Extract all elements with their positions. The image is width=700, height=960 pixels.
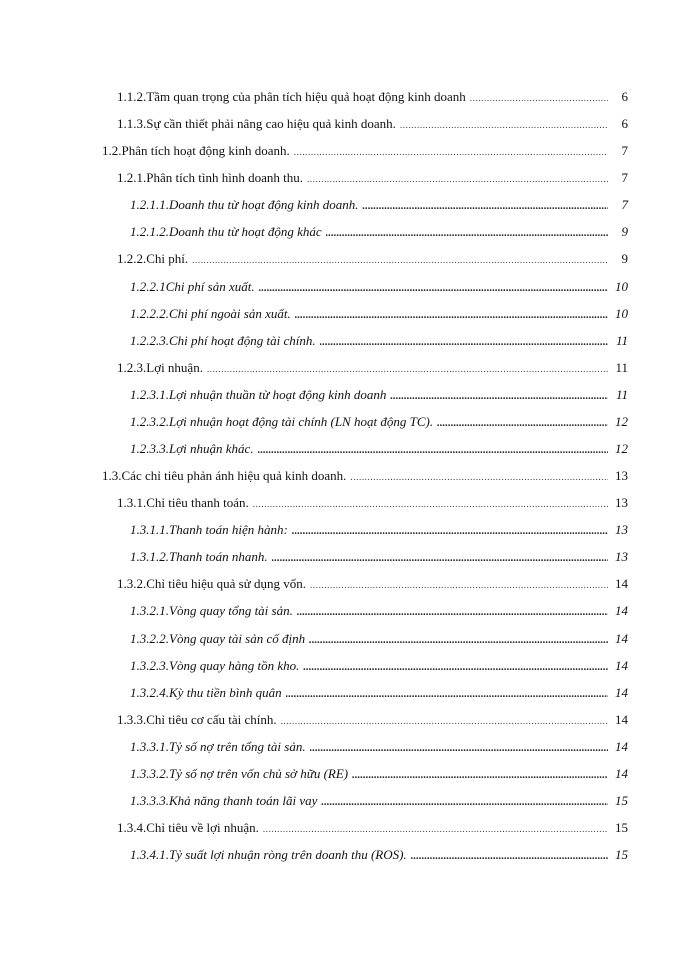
toc-entry-title: 1.3.2.Chỉ tiêu hiệu quả sử dụng vốn. [117,576,307,592]
toc-entry-line [117,89,628,105]
toc-entry-page-number: 10 [615,305,628,321]
toc-entry-line [130,603,628,619]
toc-entry-page-number: 9 [621,251,628,267]
toc-entry-line [130,441,628,457]
toc-entry-page-number: 13 [615,549,628,565]
toc-entry[interactable] [0,276,700,303]
dot-leader [259,282,608,294]
toc-entry-line [130,766,628,782]
toc-entry-title: 1.2.3.3.Lợi nhuận khác. [130,441,254,457]
toc-entry-title: 1.3.3.Chỉ tiêu cơ cấu tài chính. [117,711,277,727]
table-of-contents [0,86,700,871]
toc-entry-line [130,333,628,349]
toc-entry-title: 1.2.2.1Chi phí sản xuất. [130,278,255,294]
toc-entry-page-number: 12 [615,441,628,457]
toc-entry-line [117,360,628,376]
toc-entry-page-number: 14 [615,657,628,673]
toc-entry-page-number: 14 [615,630,628,646]
dot-leader [307,174,608,184]
toc-entry-line [102,143,628,159]
dot-leader [303,661,608,673]
toc-entry-line [117,712,628,728]
toc-entry-page-number: 7 [621,170,628,186]
toc-entry-page-number: 13 [615,495,628,511]
toc-entry[interactable] [0,465,700,492]
toc-entry-line [117,170,628,186]
toc-entry[interactable] [0,303,700,330]
dot-leader [326,227,608,239]
toc-entry-title: 1.3.1.1.Thanh toán hiện hành: [130,522,288,538]
toc-entry-line [130,847,628,863]
dot-leader [310,580,608,590]
toc-entry-line [130,279,628,295]
toc-entry-title: 1.2.Phân tích hoạt động kinh doanh. [102,143,290,159]
toc-entry[interactable] [0,655,700,682]
dot-leader [297,606,608,618]
toc-entry-page-number: 10 [615,278,628,294]
dot-leader [320,336,608,348]
toc-entry[interactable] [0,86,700,113]
toc-entry-title: 1.3.1.2.Thanh toán nhanh. [130,549,268,565]
toc-entry-line [102,468,628,484]
toc-entry[interactable] [0,384,700,411]
dot-leader [292,525,608,537]
toc-entry-line [130,549,628,565]
toc-entry-line [117,820,628,836]
dot-leader [390,390,608,402]
toc-entry-title: 1.2.3.1.Lợi nhuận thuần từ hoạt động kinh doanh [130,386,387,402]
dot-leader [253,499,608,509]
toc-entry-line [130,522,628,538]
toc-entry-title: 1.2.2.Chi phí. [117,251,189,267]
toc-entry[interactable] [0,763,700,790]
toc-entry[interactable] [0,492,700,519]
toc-entry[interactable] [0,519,700,546]
toc-entry-title: 1.3.3.3.Khả năng thanh toán lãi vay [130,793,318,809]
toc-entry-page-number: 6 [621,116,628,132]
toc-entry[interactable] [0,357,700,384]
dot-leader [437,417,608,429]
toc-entry[interactable] [0,628,700,655]
toc-entry-page-number: 15 [615,847,628,863]
toc-entry-title: 1.3.3.2.Tỷ số nợ trên vốn chủ sở hữu (RE) [130,765,349,781]
toc-entry[interactable] [0,844,700,871]
toc-entry-title: 1.2.1.2.Doanh thu từ hoạt động khác [130,224,322,240]
toc-entry[interactable] [0,194,700,221]
toc-entry-title: 1.2.3.2.Lợi nhuận hoạt động tài chính (LN hoạt động TC). [130,413,434,429]
toc-entry-line [117,251,628,267]
dot-leader [352,769,608,781]
toc-entry-page-number: 9 [621,224,628,240]
toc-entry-page-number: 6 [621,89,628,104]
toc-entry[interactable] [0,140,700,167]
toc-entry[interactable] [0,736,700,763]
toc-entry-title: 1.3.1.Chỉ tiêu thanh toán. [117,495,249,511]
toc-entry-title: 1.3.4.Chỉ tiêu về lợi nhuận. [117,820,259,836]
toc-entry-line [130,197,628,213]
toc-entry-line [130,224,628,240]
toc-entry-title: 1.3.2.3.Vòng quay hàng tồn kho. [130,657,300,673]
toc-entry-line [117,116,628,132]
dot-leader [321,796,608,808]
toc-entry[interactable] [0,167,700,194]
dot-leader [350,472,608,482]
toc-entry[interactable] [0,248,700,275]
dot-leader [286,688,608,700]
toc-entry-title: 1.3.2.4.Kỳ thu tiền bình quân [130,684,282,700]
toc-entry[interactable] [0,546,700,573]
toc-entry-page-number: 14 [615,738,628,754]
toc-entry[interactable] [0,817,700,844]
toc-entry-line [130,658,628,674]
toc-entry-page-number: 15 [615,820,628,836]
toc-entry-title: 1.3.2.2.Vòng quay tài sản cố định [130,630,306,646]
toc-entry-page-number: 13 [615,522,628,538]
toc-entry-title: 1.1.3.Sự cần thiết phải nâng cao hiệu quả kinh doanh. [117,116,396,132]
dot-leader [192,255,608,265]
toc-entry-title: 1.3.4.1.Tỷ suất lợi nhuận ròng trên doanh thu (ROS). [130,847,407,863]
toc-entry[interactable] [0,709,700,736]
toc-entry-page-number: 7 [621,143,628,159]
toc-entry-line [130,387,628,403]
toc-entry-page-number: 11 [615,332,628,348]
toc-entry-page-number: 14 [615,684,628,700]
toc-entry-title: 1.2.1.1.Doanh thu từ hoạt động kinh doanh. [130,197,359,213]
toc-entry-line [130,685,628,701]
dot-leader [362,200,608,212]
toc-entry-title: 1.2.3.Lợi nhuận. [117,359,203,375]
toc-entry-page-number: 13 [615,468,628,484]
toc-entry[interactable] [0,573,700,600]
toc-entry[interactable] [0,411,700,438]
toc-entry-page-number: 15 [615,793,628,809]
dot-leader [258,444,608,456]
dot-leader [294,147,608,157]
dot-leader [281,716,608,726]
toc-entry-title: 1.2.2.2.Chi phí ngoài sản xuất. [130,305,291,321]
toc-entry[interactable] [0,790,700,817]
toc-entry-title: 1.3.2.1.Vòng quay tổng tài sản. [130,603,293,619]
toc-entry-title: 1.3.Các chỉ tiêu phản ánh hiệu quả kinh doanh. [102,468,347,484]
dot-leader [207,364,608,374]
toc-entry[interactable] [0,113,700,140]
dot-leader [295,309,608,321]
toc-entry-line [117,576,628,592]
dot-leader [272,552,608,564]
toc-entry[interactable] [0,330,700,357]
toc-entry-title: 1.2.1.Phân tích tình hình doanh thu. [117,170,303,186]
toc-entry-line [130,631,628,647]
toc-entry-page-number: 14 [615,603,628,619]
toc-entry-page-number: 14 [615,765,628,781]
toc-entry-page-number: 11 [615,359,628,375]
toc-entry-title: 1.3.3.1.Tỷ số nợ trên tổng tài sản. [130,738,306,754]
toc-entry[interactable] [0,600,700,627]
dot-leader [310,742,608,754]
dot-leader [470,93,608,103]
toc-entry-line [130,739,628,755]
toc-entry-title: 1.2.2.3.Chi phí hoạt động tài chính. [130,332,316,348]
toc-entry[interactable] [0,438,700,465]
toc-entry-line [130,306,628,322]
dot-leader [400,120,608,130]
toc-entry-page-number: 14 [615,576,628,592]
toc-entry-line [117,495,628,511]
toc-entry-page-number: 12 [615,413,628,429]
toc-entry-line [130,793,628,809]
toc-entry-page-number: 14 [615,711,628,727]
toc-entry[interactable] [0,221,700,248]
toc-entry[interactable] [0,682,700,709]
toc-entry-line [130,414,628,430]
dot-leader [263,824,608,834]
dot-leader [309,634,608,646]
toc-entry-title: 1.1.2.Tầm quan trọng của phân tích hiệu quả hoạt động kinh doanh [117,89,466,104]
toc-entry-page-number: 7 [621,197,628,213]
toc-entry-page-number: 11 [615,386,628,402]
dot-leader [411,850,608,862]
